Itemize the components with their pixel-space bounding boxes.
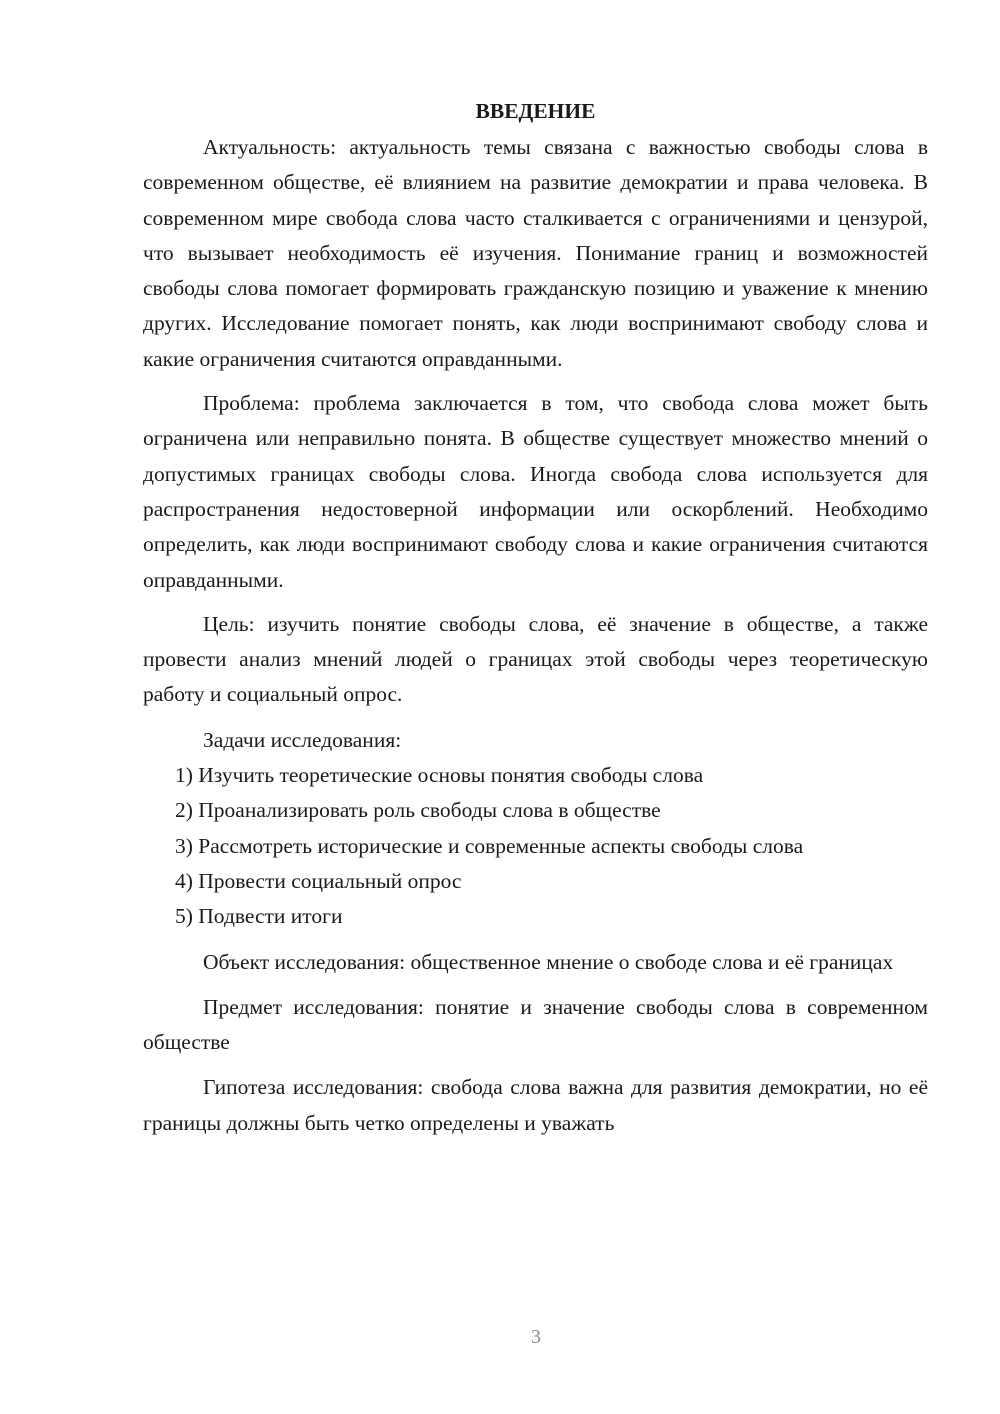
paragraph-relevance: Актуальность: актуальность темы связана с важностью свободы слова в современном обществе, её влиянием на развитие демократии и права человека. В современном мире свобода слова часто сталкивается с ограничениями и цензурой, что вызывает необходимость её изучения. Понимание границ и возможностей свободы слова помогает формировать гражданскую позицию и уважение к мнению других. Исследование помогает понять, как люди воспринимают свободу слова и какие ограничения считаются оправданными. (143, 135, 928, 371)
section-title: ВВЕДЕНИЕ (475, 99, 596, 123)
list-item: 5) Подвести итоги (175, 904, 343, 929)
paragraph-object: Объект исследования: общественное мнение о свободе слова и её границах (203, 949, 894, 974)
tasks-heading: Задачи исследования: (203, 727, 402, 752)
tasks-list (143, 758, 928, 934)
list-item: 2) Проанализировать роль свободы слова в обществе (175, 798, 661, 823)
page-number: 3 (531, 1326, 541, 1348)
paragraph-problem: Проблема: проблема заключается в том, что свобода слова может быть ограничена или неправильно понята. В обществе существует множество мнений о допустимых границах свободы слова. Иногда свобода слова используется для распространения недостоверной информации или оскорблений. Необходимо определить, как люди воспринимают свободу слова и какие ограничения считаются оправданными. (143, 391, 928, 592)
list-item: 1) Изучить теоретические основы понятия свободы слова (175, 763, 704, 788)
paragraph-goal: Цель: изучить понятие свободы слова, её значение в обществе, а также провести анализ мнений людей о границах этой свободы через теоретическую работу и социальный опрос. (143, 611, 928, 707)
list-item: 4) Провести социальный опрос (175, 868, 462, 893)
paragraph-hypothesis: Гипотеза исследования: свобода слова важна для развития демократии, но её границы должны быть четко определены и уважать (143, 1075, 928, 1135)
list-item: 3) Рассмотреть исторические и современные аспекты свободы слова (175, 833, 804, 858)
paragraph-subject: Предмет исследования: понятие и значение свободы слова в современном обществе (143, 994, 928, 1055)
document-page (143, 94, 928, 1141)
